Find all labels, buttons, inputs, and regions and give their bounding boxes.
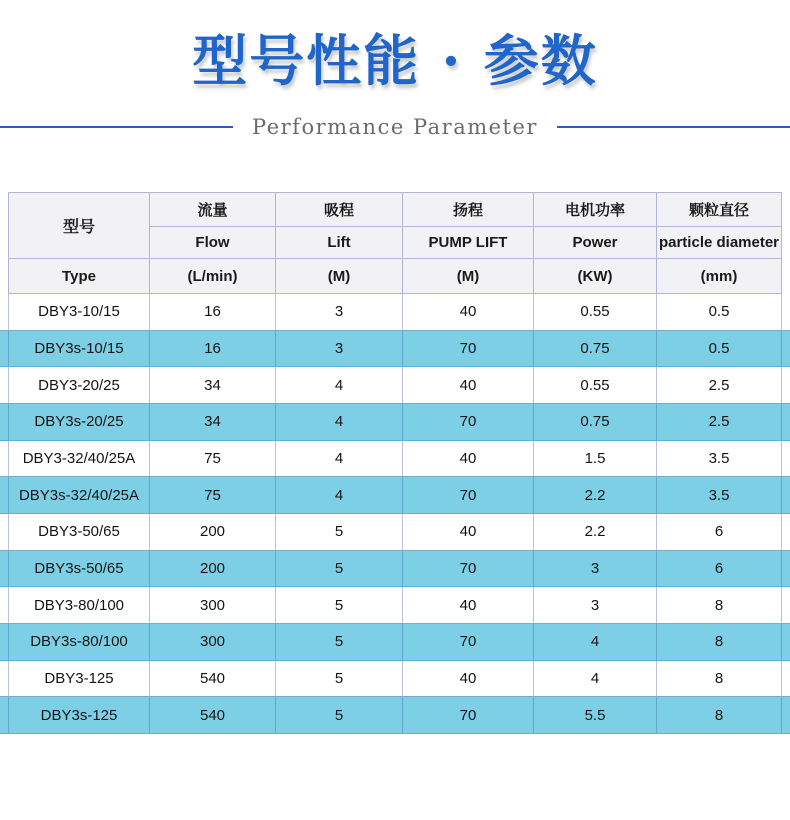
header-lift-en: Lift <box>327 234 351 251</box>
cell-type: DBY3s-125 <box>9 697 150 733</box>
cell-type: DBY3s-50/65 <box>9 551 150 587</box>
cell-flow: 34 <box>150 367 276 403</box>
header-pump-lift-cn: 扬程 <box>403 193 533 227</box>
cell-lift: 5 <box>276 587 403 623</box>
cell-type: DBY3-32/40/25A <box>9 441 150 477</box>
cell-pump-lift: 40 <box>403 367 534 403</box>
header-particle-en: particle diameter <box>658 234 780 251</box>
cell-flow: 200 <box>150 514 276 550</box>
cell-power: 4 <box>534 661 657 697</box>
cell-flow: 75 <box>150 441 276 477</box>
cell-type: DBY3-20/25 <box>9 367 150 403</box>
cell-lift: 5 <box>276 697 403 733</box>
header-cell-lift <box>276 193 403 258</box>
cell-particle: 2.5 <box>708 413 730 431</box>
header-cell-flow <box>150 193 276 258</box>
cell-particle: 0.5 <box>708 303 730 321</box>
cell-power: 0.55 <box>534 367 657 403</box>
cell-type: DBY3s-10/15 <box>9 331 150 367</box>
cell-pump-lift: 40 <box>403 587 534 623</box>
cell-power: 0.55 <box>534 294 657 330</box>
header-lift-cn: 吸程 <box>276 193 402 227</box>
cell-lift: 5 <box>276 624 403 660</box>
cell-pump-lift: 70 <box>403 624 534 660</box>
table-row <box>0 367 790 403</box>
cell-lift: 4 <box>276 477 403 513</box>
cell-flow: 300 <box>150 624 276 660</box>
cell-type: DBY3s-20/25 <box>9 404 150 440</box>
header-cell-power <box>534 193 657 258</box>
cell-particle: 8 <box>714 670 724 688</box>
cell-particle: 3.5 <box>708 486 730 504</box>
cell-power: 3 <box>534 551 657 587</box>
unit-cell-power: (KW) <box>534 259 657 293</box>
cell-particle: 8 <box>714 633 724 651</box>
cell-flow: 540 <box>150 661 276 697</box>
cell-flow: 16 <box>150 294 276 330</box>
header-cell-particle <box>657 193 781 258</box>
header-power-cn: 电机功率 <box>534 193 656 227</box>
cell-particle: 0.5 <box>708 340 730 357</box>
table-body <box>0 294 790 734</box>
table-row <box>0 587 790 623</box>
cell-particle: 3.5 <box>708 450 730 468</box>
cell-particle: 2.5 <box>708 376 730 394</box>
cell-pump-lift: 70 <box>403 331 534 367</box>
cell-power: 2.2 <box>534 514 657 550</box>
cell-lift: 3 <box>276 331 403 367</box>
cell-pump-lift: 40 <box>403 441 534 477</box>
subtitle <box>0 114 790 140</box>
cell-power: 5.5 <box>534 697 657 733</box>
header-cell-type: 型号 <box>9 193 150 258</box>
cell-particle: 6 <box>714 560 724 578</box>
cell-flow: 16 <box>150 331 276 367</box>
table-row <box>0 550 790 588</box>
header-cell-pump-lift <box>403 193 534 258</box>
cell-power: 4 <box>534 624 657 660</box>
cell-power: 0.75 <box>534 331 657 367</box>
table-row <box>0 696 790 734</box>
unit-cell-lift: (M) <box>276 259 403 293</box>
table-row <box>0 441 790 477</box>
cell-flow: 200 <box>150 551 276 587</box>
cell-type: DBY3s-32/40/25A <box>9 477 150 513</box>
header-particle-cn: 颗粒直径 <box>657 193 781 227</box>
cell-power: 2.2 <box>534 477 657 513</box>
table-header-units <box>9 258 781 293</box>
cell-flow: 34 <box>150 404 276 440</box>
cell-flow: 300 <box>150 587 276 623</box>
cell-flow: 75 <box>150 477 276 513</box>
cell-particle: 8 <box>714 706 724 724</box>
subtitle-divider-left <box>0 126 233 128</box>
page-title: 型号性能 · 参数 <box>192 28 598 93</box>
table-row <box>0 403 790 441</box>
spec-table <box>0 192 790 734</box>
unit-cell-type: Type <box>9 259 150 293</box>
cell-flow: 540 <box>150 697 276 733</box>
table-row <box>0 294 790 330</box>
cell-power: 1.5 <box>534 441 657 477</box>
table-header <box>8 192 782 294</box>
cell-lift: 4 <box>276 441 403 477</box>
header-power-en: Power <box>572 234 618 251</box>
cell-type: DBY3s-80/100 <box>9 624 150 660</box>
cell-type: DBY3-10/15 <box>9 294 150 330</box>
cell-particle: 8 <box>714 596 724 614</box>
cell-pump-lift: 40 <box>403 294 534 330</box>
cell-lift: 4 <box>276 367 403 403</box>
table-row <box>0 476 790 514</box>
cell-lift: 5 <box>276 661 403 697</box>
table-row <box>0 623 790 661</box>
unit-cell-pump-lift: (M) <box>403 259 534 293</box>
cell-lift: 4 <box>276 404 403 440</box>
cell-pump-lift: 40 <box>403 514 534 550</box>
header-flow-en: Flow <box>195 234 230 251</box>
cell-type: DBY3-50/65 <box>9 514 150 550</box>
cell-type: DBY3-80/100 <box>9 587 150 623</box>
header-pump-lift-en: PUMP LIFT <box>428 234 508 251</box>
unit-cell-flow: (L/min) <box>150 259 276 293</box>
subtitle-text: Performance Parameter <box>252 115 538 139</box>
cell-power: 0.75 <box>534 404 657 440</box>
cell-pump-lift: 70 <box>403 551 534 587</box>
cell-type: DBY3-125 <box>9 661 150 697</box>
cell-lift: 5 <box>276 514 403 550</box>
subtitle-divider-right <box>557 126 790 128</box>
header-flow-cn: 流量 <box>150 193 275 227</box>
cell-power: 3 <box>534 587 657 623</box>
cell-lift: 3 <box>276 294 403 330</box>
cell-pump-lift: 70 <box>403 404 534 440</box>
cell-pump-lift: 40 <box>403 661 534 697</box>
cell-pump-lift: 70 <box>403 697 534 733</box>
cell-particle: 6 <box>714 523 724 541</box>
table-row <box>0 514 790 550</box>
cell-pump-lift: 70 <box>403 477 534 513</box>
cell-lift: 5 <box>276 551 403 587</box>
unit-cell-particle: (mm) <box>700 267 738 285</box>
table-row <box>0 661 790 697</box>
table-row <box>0 330 790 368</box>
table-header-labels <box>9 193 781 258</box>
